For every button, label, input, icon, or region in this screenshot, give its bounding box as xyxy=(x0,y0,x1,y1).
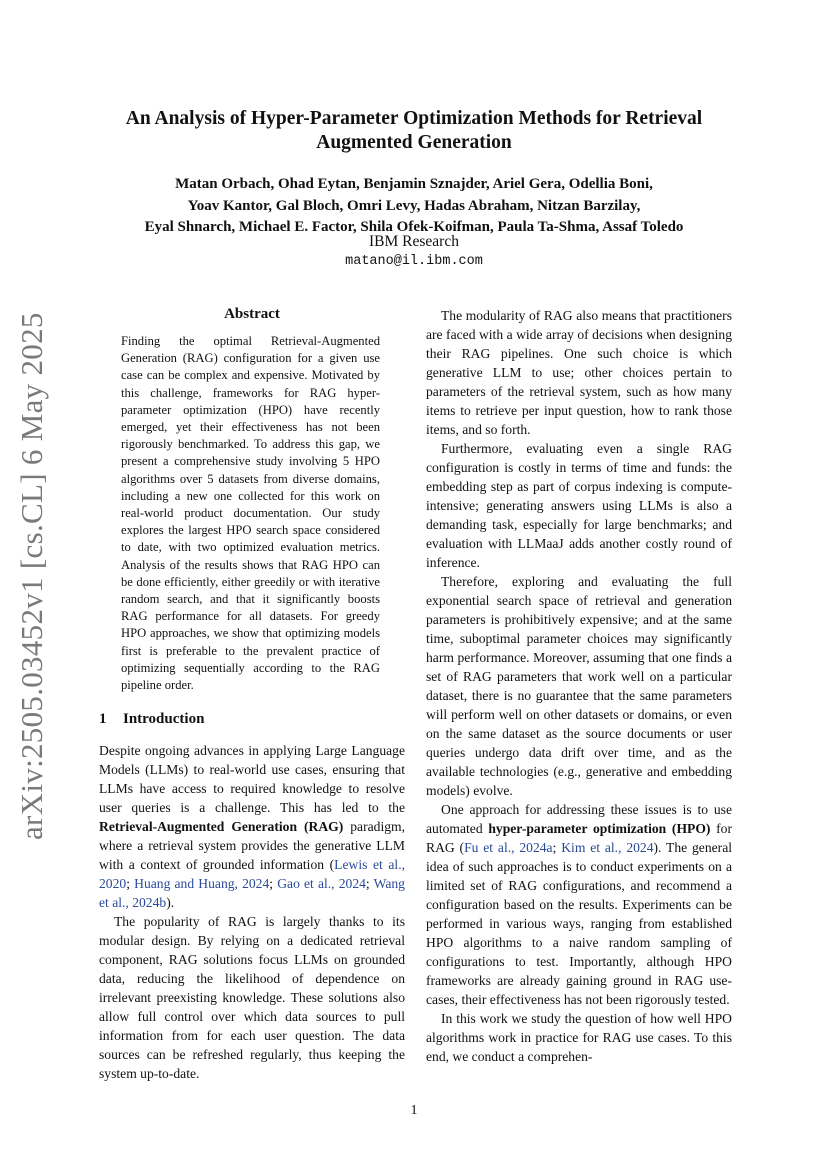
contact-email: matano@il.ibm.com xyxy=(345,254,483,269)
text-run: Despite ongoing advances in applying Large Language Models (LLMs) to real-world use cases, ensuring that LLMs have access to required knowledge to resolve user queries is a challenge. This has led to the xyxy=(99,743,405,815)
text-run: ; xyxy=(365,876,374,891)
text-run: One approach for addressing these issues is to use automated xyxy=(426,802,732,836)
arxiv-identifier-text: arXiv:2505.03452v1 [cs.CL] 6 May 2025 xyxy=(14,312,49,840)
bold-term: hyper-parameter optimization (HPO) xyxy=(488,821,711,836)
text-run: paradigm, where a retrieval system provides the generative LLM with a context of grounded information ( xyxy=(99,819,405,872)
title-line-1: An Analysis of Hyper-Parameter Optimization Methods for Retrieval xyxy=(125,108,703,129)
paper-title xyxy=(100,107,728,155)
left-column-body xyxy=(99,741,405,1083)
authors-line-2: Yoav Kantor, Gal Bloch, Omri Levy, Hadas Abraham, Nitzan Barzilay, xyxy=(187,197,641,214)
title-line-2: Augmented Generation xyxy=(316,132,512,153)
text-run: for RAG ( xyxy=(426,821,732,855)
intro-paragraph-2: The popularity of RAG is largely thanks to its modular design. By relying on a dedicated retrieval component, RAG solutions focus LLMs on grounded data, reducing the likelihood of dependence on irrelevant preexisting knowledge. These solutions also allow full control over which data sources to pull information from for each user question. The data sources can be refreshed regularly, thus keeping the system up-to-date. xyxy=(99,914,405,1081)
intro-paragraph-3: The modularity of RAG also means that practitioners are faced with a wide array of decisions when designing their RAG pipelines. One such choice is which generative LLM to use; other choices pertain to parameters of the retrieval system, such as how many items to retrieve per input question, how to rank those items, and so forth. xyxy=(426,308,732,437)
arxiv-identifier xyxy=(14,312,54,840)
text-run: ). xyxy=(166,895,175,910)
intro-paragraph-5: Therefore, exploring and evaluating the full exponential search space of retrieval and generation parameters is prohibitively expensive; and at the same time, suboptimal parameter choices may significantly harm performance. Moreover, assuming that one finds a set of RAG parameters that work well on a particular dataset, there is no guarantee that the same parameters will perform well on other datasets or domains, or even on the same dataset as the source documents or user queries undergo data drift over time, and as the available technologies (e.g., generative and embedding models) evolve. xyxy=(426,574,732,798)
affiliation: IBM Research xyxy=(369,233,459,250)
section-heading-introduction xyxy=(99,711,405,728)
bold-term: Retrieval-Augmented Generation (RAG) xyxy=(99,819,344,834)
citation-link[interactable]: Gao et al., 2024 xyxy=(277,876,366,891)
text-run: ; xyxy=(552,840,562,855)
abstract-text: Finding the optimal Retrieval-Augmented Generation (RAG) configuration for a given use case can be complex and expensive. Motivated by this challenge, frameworks for RAG hyper-parameter optimization (HPO) have recently emerged, yet their effectiveness has not been rigorously benchmarked. To address this gap, we present a comprehensive study involving 5 HPO algorithms over 5 datasets from diverse domains, including a new one collected for this work on real-world product documentation. Our study explores the largest HPO search space considered to date, with two optimized evaluation metrics. Analysis of the results shows that RAG HPO can be done efficiently, either greedily or with iterative random search, and that it significantly boosts RAG performance for all datasets. For greedy HPO approaches, we show that optimizing models first is preferable to the prevalent practice of optimizing sequentially according to the RAG pipeline order. xyxy=(121,334,380,693)
authors-line-1: Matan Orbach, Ohad Eytan, Benjamin Sznajder, Ariel Gera, Odellia Boni, xyxy=(175,176,653,192)
section-number: 1 xyxy=(99,711,107,727)
citation-link[interactable]: Huang and Huang, 2024 xyxy=(134,876,270,891)
text-run: ). The general idea of such approaches is to conduct experiments on a limited set of RAG configurations, and recommend a configuration based on the results. Experiments can be performed in various ways, ranging from established HPO algorithms to a naive random sampling of configurations to test. Importantly, although HPO frameworks are already gaining ground in RAG use-cases, their effectiveness has not been rigorously tested. xyxy=(426,840,733,1007)
abstract-heading: Abstract xyxy=(224,306,280,322)
section-title: Introduction xyxy=(123,711,205,727)
intro-paragraph-7: In this work we study the question of how well HPO algorithms work in practice for RAG use cases. To this end, we conduct a comprehen- xyxy=(426,1011,732,1064)
citation-link[interactable]: Wang et al., 2024b xyxy=(99,876,405,910)
page-number: 1 xyxy=(410,1103,418,1118)
citation-link[interactable]: Lewis et al., 2020 xyxy=(99,857,406,891)
author-list xyxy=(100,174,728,239)
intro-paragraph-6 xyxy=(426,800,732,1009)
intro-paragraph-4: Furthermore, evaluating even a single RAG configuration is costly in terms of time and funds: the embedding step as part of corpus indexing is compute-intensive; generating answers using LLMs is also a demanding task, especially for large benchmarks; and evaluation with LLMaaJ adds another costly round of inference. xyxy=(426,441,732,570)
intro-paragraph-1 xyxy=(99,741,405,912)
authors-line-3: Eyal Shnarch, Michael E. Factor, Shila Ofek-Koifman, Paula Ta-Shma, Assaf Toledo xyxy=(144,219,684,235)
right-column-body xyxy=(426,306,732,1066)
text-run: ; xyxy=(126,876,135,891)
text-run: ; xyxy=(269,876,278,891)
citation-link[interactable]: Fu et al., 2024a xyxy=(464,840,553,855)
citation-link[interactable]: Kim et al., 2024 xyxy=(561,840,654,855)
